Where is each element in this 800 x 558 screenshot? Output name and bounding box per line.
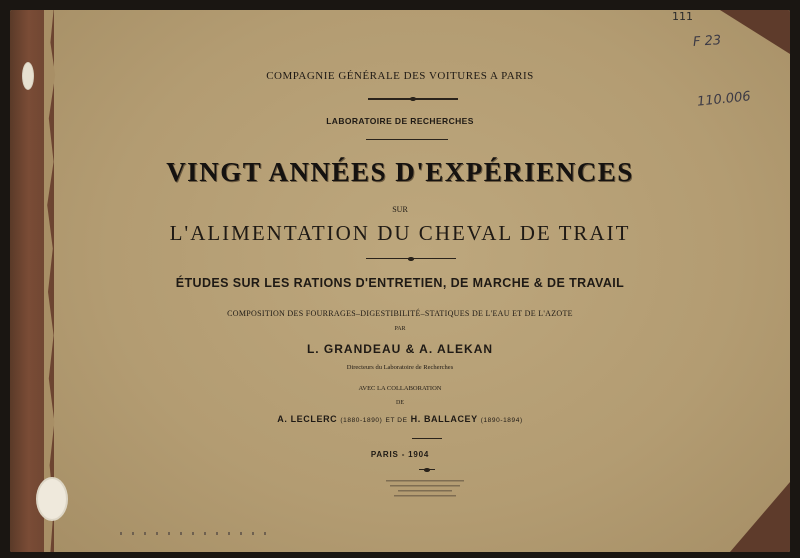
ornament-divider-1 (368, 98, 458, 100)
collaborator-joiner: ET DE (385, 417, 408, 424)
handwritten-note-top: F 23 (692, 33, 722, 50)
collaborator-2-years: (1890-1894) (480, 417, 523, 424)
collaboration-intro: AVEC LA COLLABORATION (358, 385, 442, 392)
title-connector: SUR (392, 205, 408, 214)
studies-line: ÉTUDES SUR LES RATIONS D'ENTRETIEN, DE MARCHE & DE TRAVAIL (175, 276, 625, 290)
collaborators (0, 414, 800, 424)
library-stamp (36, 477, 68, 521)
composition-line: COMPOSITION DES FOURRAGES–DIGESTIBILITÉ–STATIQUES DE L'EAU ET DE L'AZOTE (227, 309, 573, 318)
collaboration-de: DE (396, 400, 404, 406)
subtitle: L'ALIMENTATION DU CHEVAL DE TRAIT (169, 221, 631, 245)
place-and-date: PARIS - 1904 (370, 450, 430, 459)
printer-imprint (380, 478, 470, 500)
shelfmark: 111 (672, 10, 693, 23)
collaborator-2: H. BALLACEY (410, 414, 478, 424)
handwritten-number: 110.006 (696, 89, 752, 110)
main-title: VINGT ANNÉES D'EXPÉRIENCES (166, 157, 634, 187)
collaborator-1-years: (1880-1890) (340, 417, 383, 424)
authors: L. GRANDEAU & A. ALEKAN (306, 342, 494, 356)
rule-divider-3 (412, 438, 442, 439)
ornament-divider-4 (419, 469, 435, 470)
authors-role: Directeurs du Laboratoire de Recherches (346, 364, 454, 371)
ornament-divider-2 (366, 258, 456, 259)
bottom-tick-marks (120, 530, 280, 538)
rule-divider-1 (366, 139, 448, 140)
laboratory-name: LABORATOIRE DE RECHERCHES (326, 116, 474, 126)
by-label: PAR (394, 326, 406, 332)
collaborator-1: A. LECLERC (277, 414, 338, 424)
company-name: COMPAGNIE GÉNÉRALE DES VOITURES A PARIS (266, 70, 534, 82)
